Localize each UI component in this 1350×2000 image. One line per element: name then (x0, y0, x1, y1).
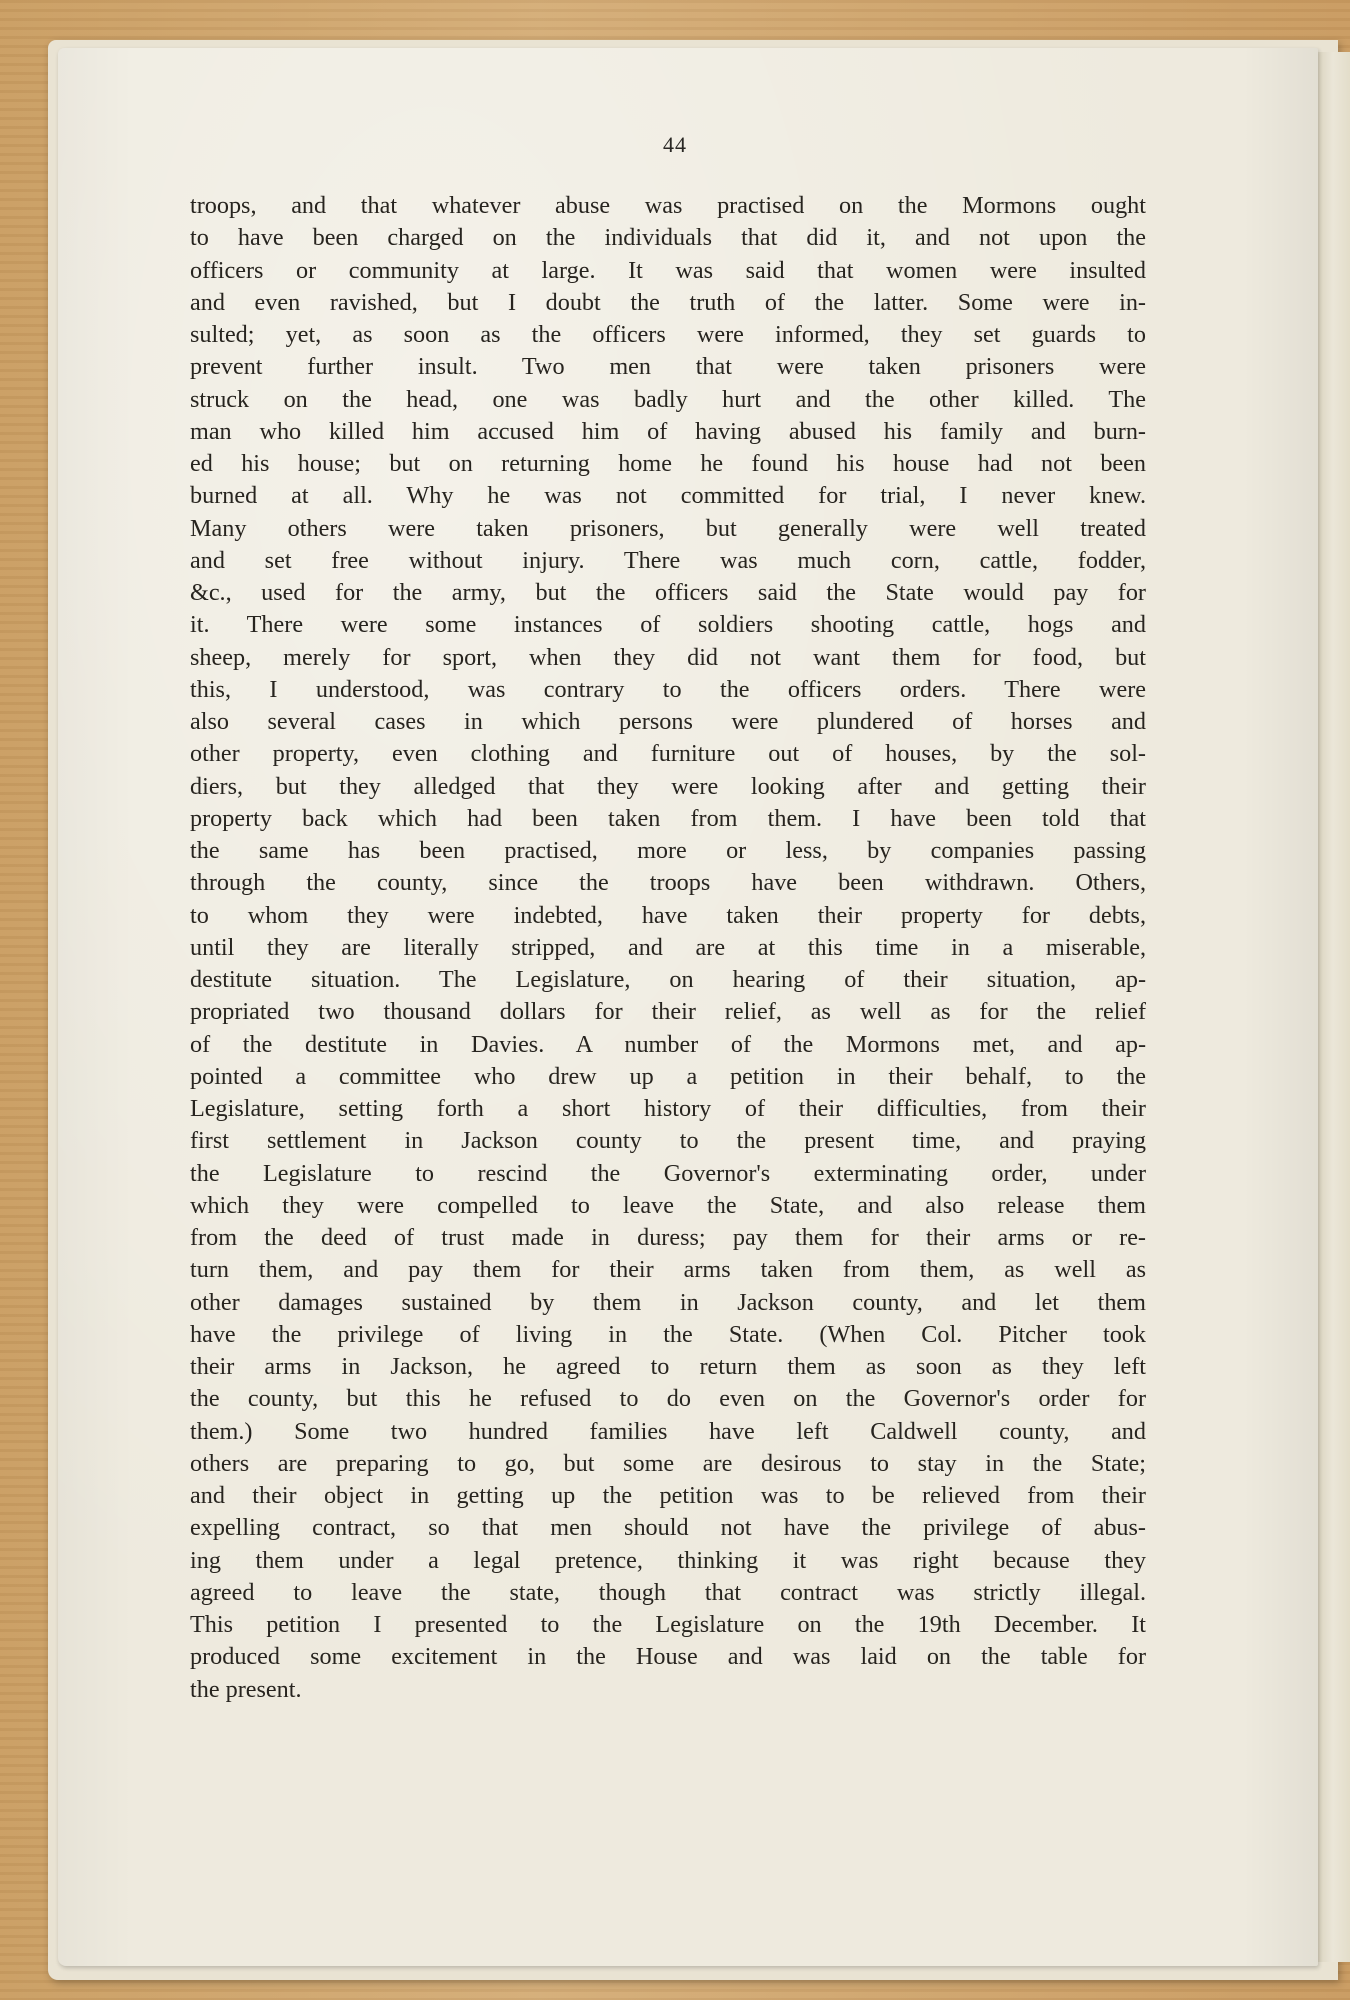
facing-page-edge (1315, 52, 1350, 1962)
text-line: burned at all. Why he was not committed for trial, I never knew. (190, 482, 1146, 510)
text-line: which they were compelled to leave the State, and also release them (190, 1191, 1146, 1219)
text-line: officers or community at large. It was said that women were insulted (190, 256, 1146, 284)
text-line: propriated two thousand dollars for their relief, as well as for the relief (190, 998, 1146, 1026)
text-line: it. There were some instances of soldiers shooting cattle, hogs and (190, 611, 1146, 639)
text-line: agreed to leave the state, though that contract was strictly illegal. (190, 1578, 1146, 1606)
text-line: other damages sustained by them in Jackson county, and let them (190, 1288, 1146, 1316)
text-line: and even ravished, but I doubt the truth of the latter. Some were in- (190, 288, 1146, 316)
text-line: from the deed of trust made in duress; pay them for their arms or re- (190, 1224, 1146, 1251)
text-line: have the privilege of living in the State. (When Col. Pitcher took (190, 1320, 1146, 1348)
text-line: the present. (190, 1675, 302, 1703)
text-line: sulted; yet, as soon as the officers were informed, they set guards to (190, 321, 1146, 348)
text-line: property back which had been taken from them. I have been told that (190, 804, 1146, 832)
text-line: pointed a committee who drew up a petition in their behalf, to the (190, 1062, 1146, 1090)
text-line: of the destitute in Davies. A number of the Mormons met, and ap- (190, 1030, 1146, 1058)
text-line: their arms in Jackson, he agreed to return them as soon as they left (190, 1353, 1146, 1380)
text-line: also several cases in which persons were plundered of horses and (190, 708, 1146, 735)
body-text (190, 190, 1146, 1706)
text-line: and set free without injury. There was much corn, cattle, fodder, (190, 546, 1146, 574)
text-line: until they are literally stripped, and are at this time in a miserable, (190, 933, 1146, 961)
text-line: man who killed him accused him of having abused his family and burn- (190, 417, 1146, 445)
text-line: &c., used for the army, but the officers said the State would pay for (190, 579, 1146, 606)
text-line: destitute situation. The Legislature, on hearing of their situation, ap- (190, 966, 1146, 993)
text-line: produced some excitement in the House and was laid on the table for (190, 1643, 1146, 1671)
text-line: the Legislature to rescind the Governor's exterminating order, under (190, 1159, 1146, 1187)
text-line: turn them, and pay them for their arms taken from them, as well as (190, 1256, 1146, 1284)
text-line: and their object in getting up the petition was to be relieved from their (190, 1482, 1146, 1509)
text-line: them.) Some two hundred families have left Caldwell county, and (190, 1417, 1146, 1445)
text-line: first settlement in Jackson county to the present time, and praying (190, 1127, 1146, 1155)
text-line: Many others were taken prisoners, but generally were well treated (190, 514, 1146, 542)
text-line: This petition I presented to the Legislature on the 19th December. It (190, 1611, 1146, 1638)
text-line: struck on the head, one was badly hurt and the other killed. The (190, 385, 1146, 413)
text-line: other property, even clothing and furniture out of houses, by the sol- (190, 740, 1146, 768)
text-line: through the county, since the troops have been withdrawn. Others, (190, 869, 1146, 897)
text-line: others are preparing to go, but some are desirous to stay in the State; (190, 1449, 1146, 1477)
text-line: diers, but they alledged that they were looking after and getting their (190, 772, 1146, 800)
text-line: the same has been practised, more or less, by companies passing (190, 837, 1146, 864)
text-line: sheep, merely for sport, when they did not want them for food, but (190, 643, 1146, 671)
text-line: troops, and that whatever abuse was practised on the Mormons ought (190, 192, 1146, 219)
text-line: Legislature, setting forth a short history of their difficulties, from their (190, 1095, 1146, 1122)
text-line: this, I understood, was contrary to the officers orders. There were (190, 675, 1146, 703)
text-line: expelling contract, so that men should not have the privilege of abus- (190, 1514, 1146, 1542)
text-line: to whom they were indebted, have taken their property for debts, (190, 901, 1146, 929)
text-line: ed his house; but on returning home he found his house had not been (190, 450, 1146, 477)
text-line: ing them under a legal pretence, thinking it was right because they (190, 1546, 1146, 1574)
text-line: the county, but this he refused to do even on the Governor's order for (190, 1385, 1146, 1413)
page-number: 44 (663, 132, 687, 157)
text-line: to have been charged on the individuals that did it, and not upon the (190, 224, 1146, 252)
text-line: prevent further insult. Two men that were taken prisoners were (190, 353, 1146, 381)
